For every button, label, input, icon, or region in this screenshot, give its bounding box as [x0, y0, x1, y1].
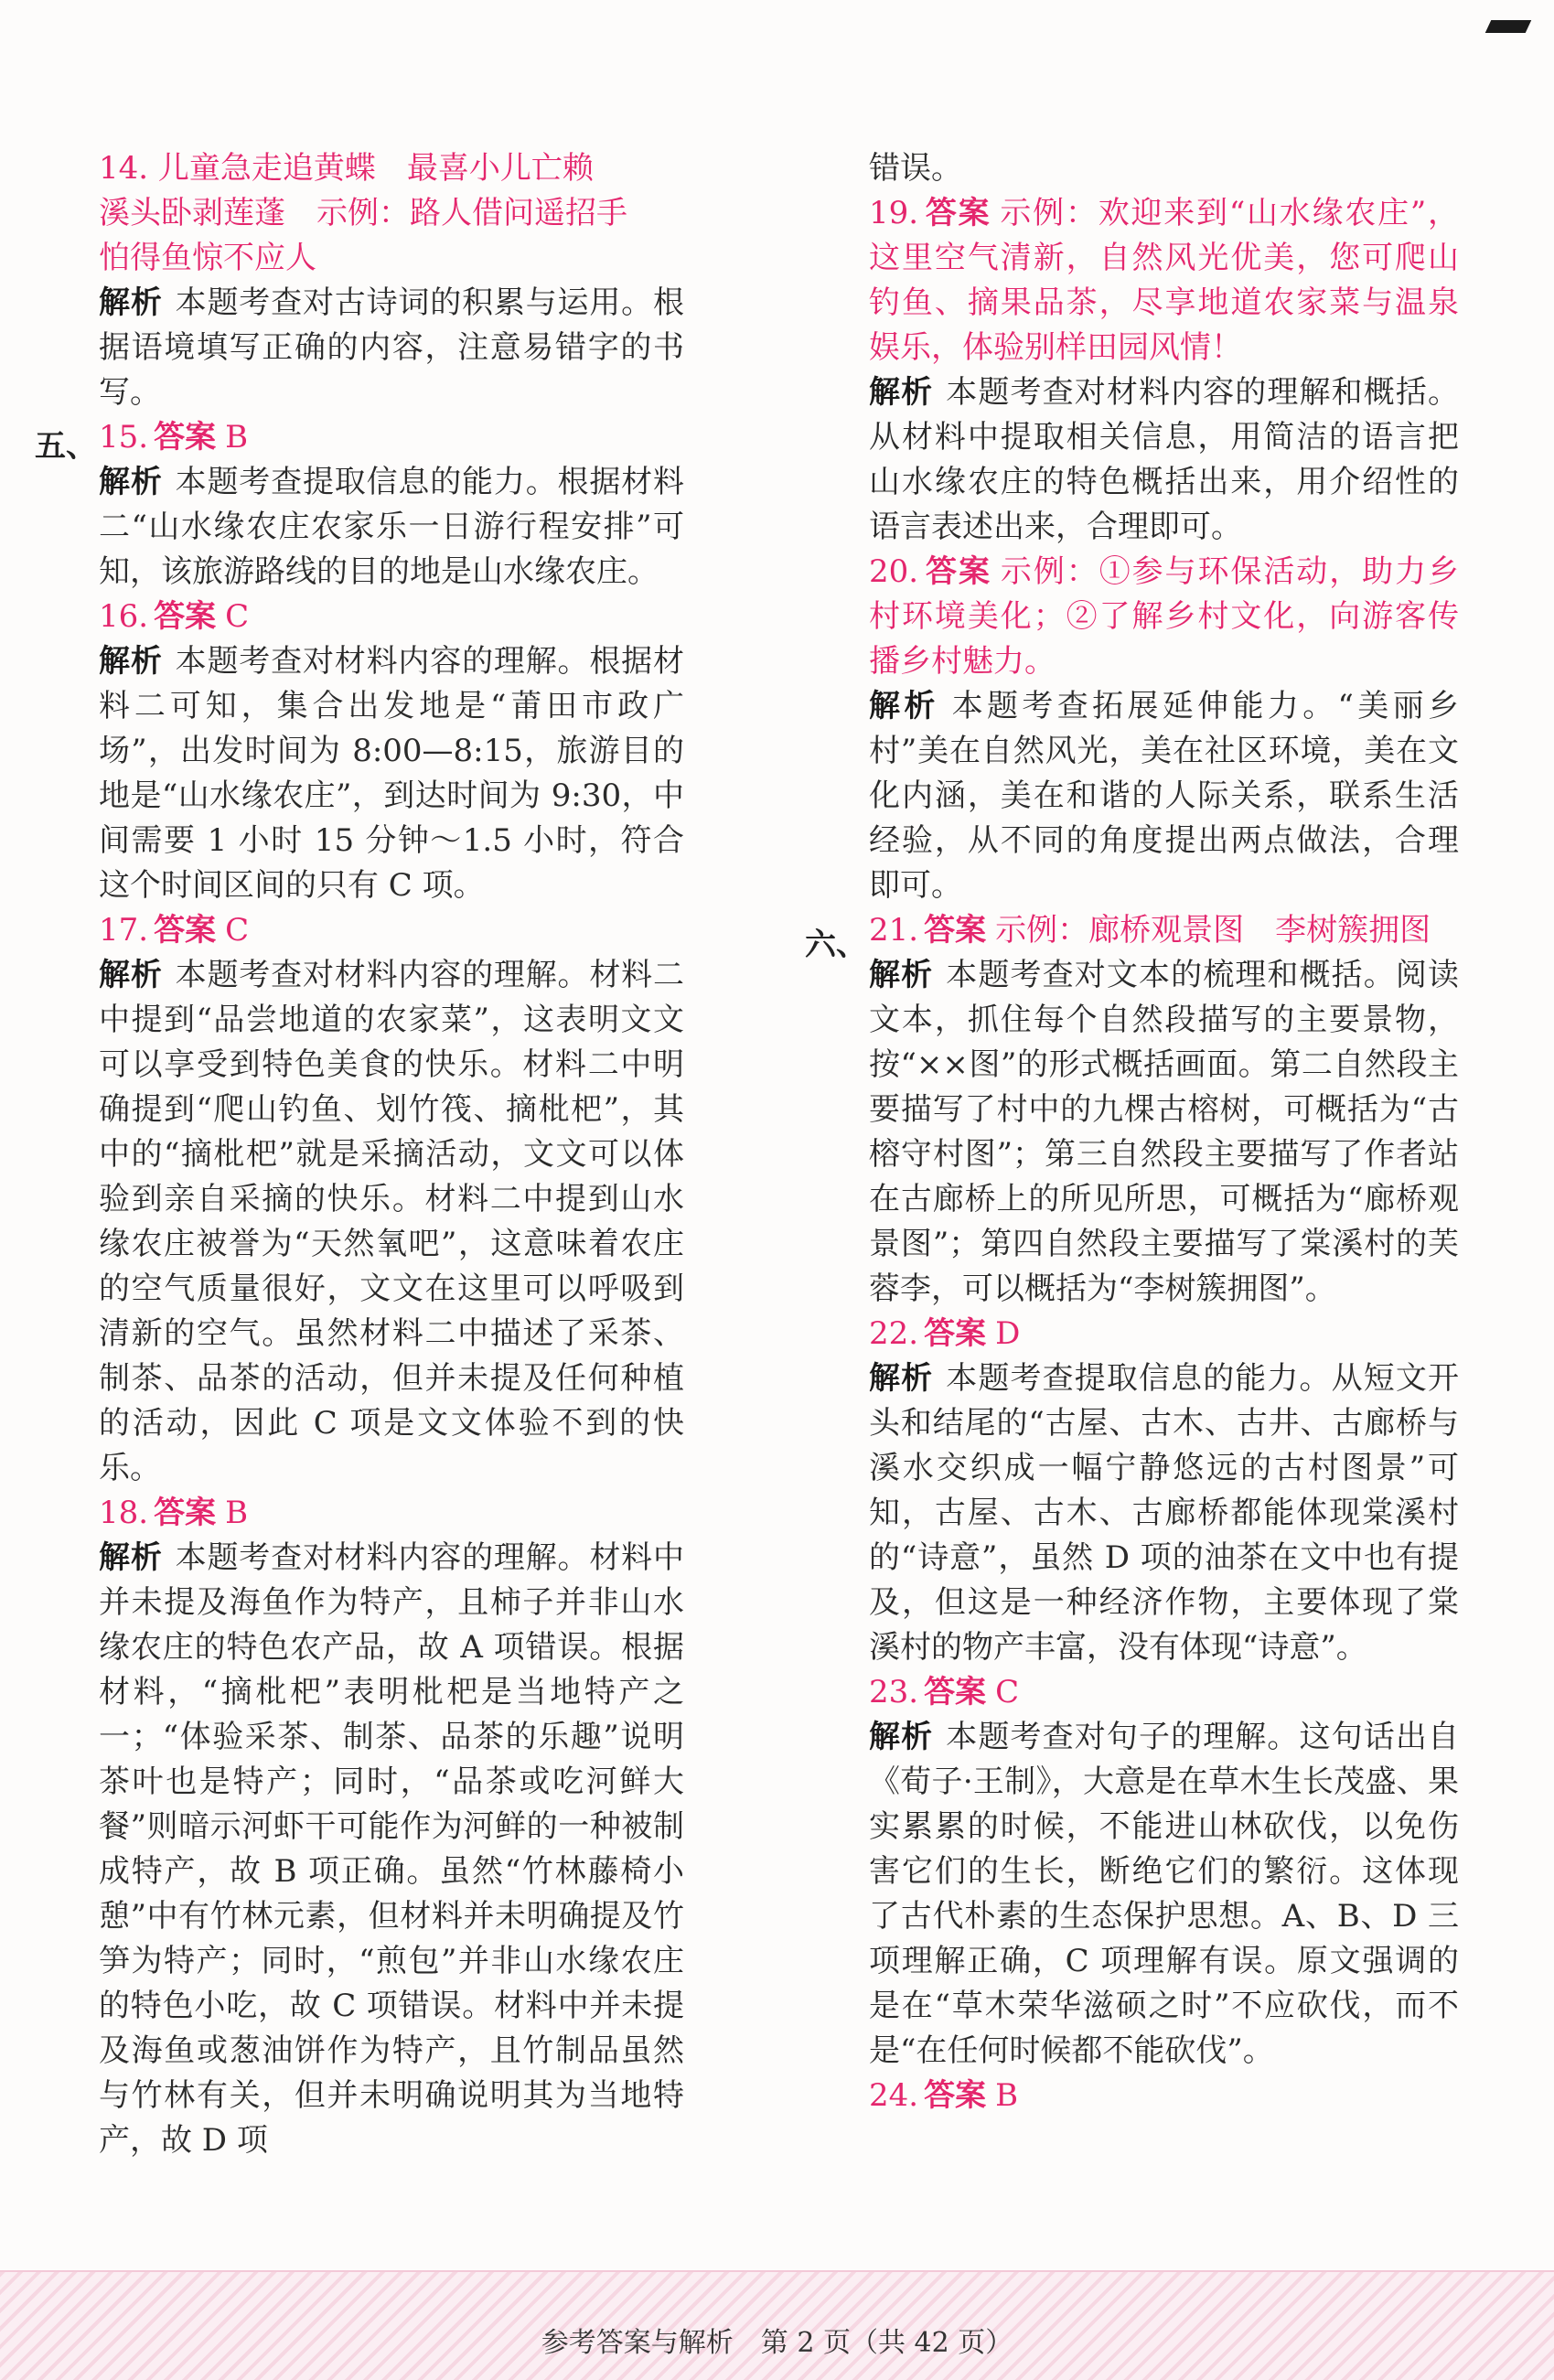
q24-answer: B: [995, 2077, 1019, 2114]
q14-answer-line-2: 溪头卧剥莲蓬 示例：路人借问遥招手: [99, 195, 627, 231]
q22-answer-label: 答案: [924, 1315, 987, 1352]
q18-analysis-label: 解析: [99, 1539, 163, 1576]
q14-number: 14.: [99, 150, 149, 187]
q23-answer: C: [995, 1674, 1020, 1710]
q20-answer-label: 答案: [924, 553, 991, 590]
q17-analysis-label: 解析: [99, 957, 163, 993]
q19-analysis: 本题考查对材料内容的理解和概括。从材料中提取相关信息，用简洁的语言把山水缘农庄的特色概括出来，用介绍性的语言表述出来，合理即可。: [869, 374, 1460, 545]
question-18: [99, 1491, 684, 2163]
q19-answer-label: 答案: [924, 195, 991, 231]
q14-analysis: 本题考查对古诗词的积累与运用。根据语境填写正确的内容，注意易错字的书写。: [99, 284, 685, 411]
q16-answer-label: 答案: [154, 598, 217, 635]
q21-analysis: 本题考查对文本的梳理和概括。阅读文本，抓住每个自然段描写的主要景物，按“××图”的形式概括画面。第二自然段主要描写了村中的九棵古榕树，可概括为“古榕守村图”；第三自然段主要描写了作者站在古廊桥上的所见所思，可概括为“廊桥观景图”；第四自然段主要描写了棠溪村的芙蓉李，可以概括为“李树簇拥图”。: [869, 957, 1460, 1307]
question-16: [99, 595, 684, 908]
q14-answer-line-3: 怕得鱼惊不应人: [99, 240, 316, 276]
q21-answer: 示例：廊桥观景图 李树簇拥图: [995, 912, 1431, 949]
right-column: [869, 146, 1459, 2118]
q16-answer: C: [225, 598, 250, 635]
q17-answer: C: [225, 912, 250, 949]
q20-answer: 示例：①参与环保活动，助力乡村环境美化；②了解乡村文化，向游客传播乡村魅力。: [869, 553, 1460, 680]
q24-number: 24.: [869, 2077, 919, 2114]
q18-number: 18.: [99, 1495, 149, 1531]
q18-answer: B: [225, 1495, 249, 1531]
q15-answer-label: 答案: [154, 419, 217, 456]
q16-analysis: 本题考查对材料内容的理解。根据材料二可知，集合出发地是“莆田市政广场”，出发时间为 8:00—8:15，旅游目的地是“山水缘农庄”，到达时间为 9:30，中间需要 1 小时 15 分钟～1.5 小时，符合这个时间区间的只有 C 项。: [99, 643, 685, 904]
corner-mark: [1485, 20, 1532, 33]
question-23: [869, 1670, 1459, 2074]
question-19: [869, 191, 1459, 550]
left-column: [99, 146, 684, 2163]
q14-answer-line-1: 儿童急走追黄蝶 最喜小儿亡赖: [157, 150, 594, 187]
section-five-marker: 五、: [35, 428, 97, 465]
q24-answer-label: 答案: [924, 2077, 987, 2114]
q16-number: 16.: [99, 598, 149, 635]
q20-analysis-label: 解析: [869, 688, 939, 724]
q22-answer: D: [995, 1315, 1021, 1352]
q23-analysis: 本题考查对句子的理解。这句话出自《荀子·王制》，大意是在草木生长茂盛、果实累累的时候，不能进山林砍伐，以免伤害它们的生长，断绝它们的繁衍。这体现了古代朴素的生态保护思想。A、B、D 三项理解正确，C 项理解有误。原文强调的是在“草木荣华滋硕之时”不应砍伐，而不是“在任何时候都不能砍伐”。: [869, 1719, 1460, 2069]
q15-number: 15.: [99, 419, 149, 456]
question-22: [869, 1312, 1459, 1670]
q17-analysis: 本题考查对材料内容的理解。材料二中提到“品尝地道的农家菜”，这表明文文可以享受到特色美食的快乐。材料二中明确提到“爬山钓鱼、划竹筏、摘枇杷”，其中的“摘枇杷”就是采摘活动，文文可以体验到亲自采摘的快乐。材料二中提到山水缘农庄被誉为“天然氧吧”，这意味着农庄的空气质量很好，文文在这里可以呼吸到清新的空气。虽然材料二中描述了采茶、制茶、品茶的活动，但并未提及任何种植的活动，因此 C 项是文文体验不到的快乐。: [99, 957, 685, 1486]
question-20: [869, 550, 1459, 908]
question-24: [869, 2074, 1459, 2118]
q19-number: 19.: [869, 195, 919, 231]
q17-number: 17.: [99, 912, 149, 949]
q21-analysis-label: 解析: [869, 957, 934, 993]
q15-answer: B: [225, 419, 249, 456]
q22-analysis-label: 解析: [869, 1360, 934, 1397]
q18-continuation: 错误。: [869, 150, 962, 187]
q22-number: 22.: [869, 1315, 919, 1352]
q15-analysis: 本题考查提取信息的能力。根据材料二“山水缘农庄农家乐一日游行程安排”可知，该旅游路线的目的地是山水缘农庄。: [99, 464, 685, 590]
q20-analysis: 本题考查拓展延伸能力。“美丽乡村”美在自然风光，美在社区环境，美在文化内涵，美在和谐的人际关系，联系生活经验，从不同的角度提出两点做法，合理即可。: [869, 688, 1459, 904]
q19-answer: 示例：欢迎来到“山水缘农庄”，这里空气清新，自然风光优美，您可爬山钓鱼、摘果品茶，尽享地道农家菜与温泉娱乐，体验别样田园风情！: [869, 195, 1460, 366]
q14-analysis-label: 解析: [99, 284, 163, 321]
q19-analysis-label: 解析: [869, 374, 934, 411]
q23-answer-label: 答案: [924, 1674, 987, 1710]
q23-number: 23.: [869, 1674, 919, 1710]
page-footer: 参考答案与解析 第 2 页（共 42 页）: [541, 2327, 1013, 2359]
q23-analysis-label: 解析: [869, 1719, 934, 1755]
q17-answer-label: 答案: [154, 912, 217, 949]
q21-number: 21.: [869, 912, 919, 949]
q16-analysis-label: 解析: [99, 643, 163, 680]
question-15: [99, 415, 684, 595]
question-21: [869, 908, 1459, 1312]
q21-answer-label: 答案: [924, 912, 987, 949]
question-14: [99, 146, 684, 415]
q15-analysis-label: 解析: [99, 464, 163, 500]
section-six-marker: 六、: [805, 927, 867, 963]
q22-analysis: 本题考查提取信息的能力。从短文开头和结尾的“古屋、古木、古井、古廊桥与溪水交织成一幅宁静悠远的古村图景”可知，古屋、古木、古廊桥都能体现棠溪村的“诗意”，虽然 D 项的油茶在文中也有提及，但这是一种经济作物，主要体现了棠溪村的物产丰富，没有体现“诗意”。: [869, 1360, 1460, 1666]
q18-answer-label: 答案: [154, 1495, 217, 1531]
q18-analysis: 本题考查对材料内容的理解。材料中并未提及海鱼作为特产，且柿子并非山水缘农庄的特色农产品，故 A 项错误。根据材料，“摘枇杷”表明枇杷是当地特产之一；“体验采茶、制茶、品茶的乐趣”说明茶叶也是特产；同时，“品茶或吃河鲜大餐”则暗示河虾干可能作为河鲜的一种被制成特产，故 B 项正确。虽然“竹林藤椅小憩”中有竹林元素，但材料并未明确提及竹笋为特产；同时，“煎包”并非山水缘农庄的特色小吃，故 C 项错误。材料中并未提及海鱼或葱油饼作为特产，且竹制品虽然与竹林有关，但并未明确说明其为当地特产，故 D 项: [99, 1539, 685, 2159]
q20-number: 20.: [869, 553, 919, 590]
question-17: [99, 908, 684, 1491]
